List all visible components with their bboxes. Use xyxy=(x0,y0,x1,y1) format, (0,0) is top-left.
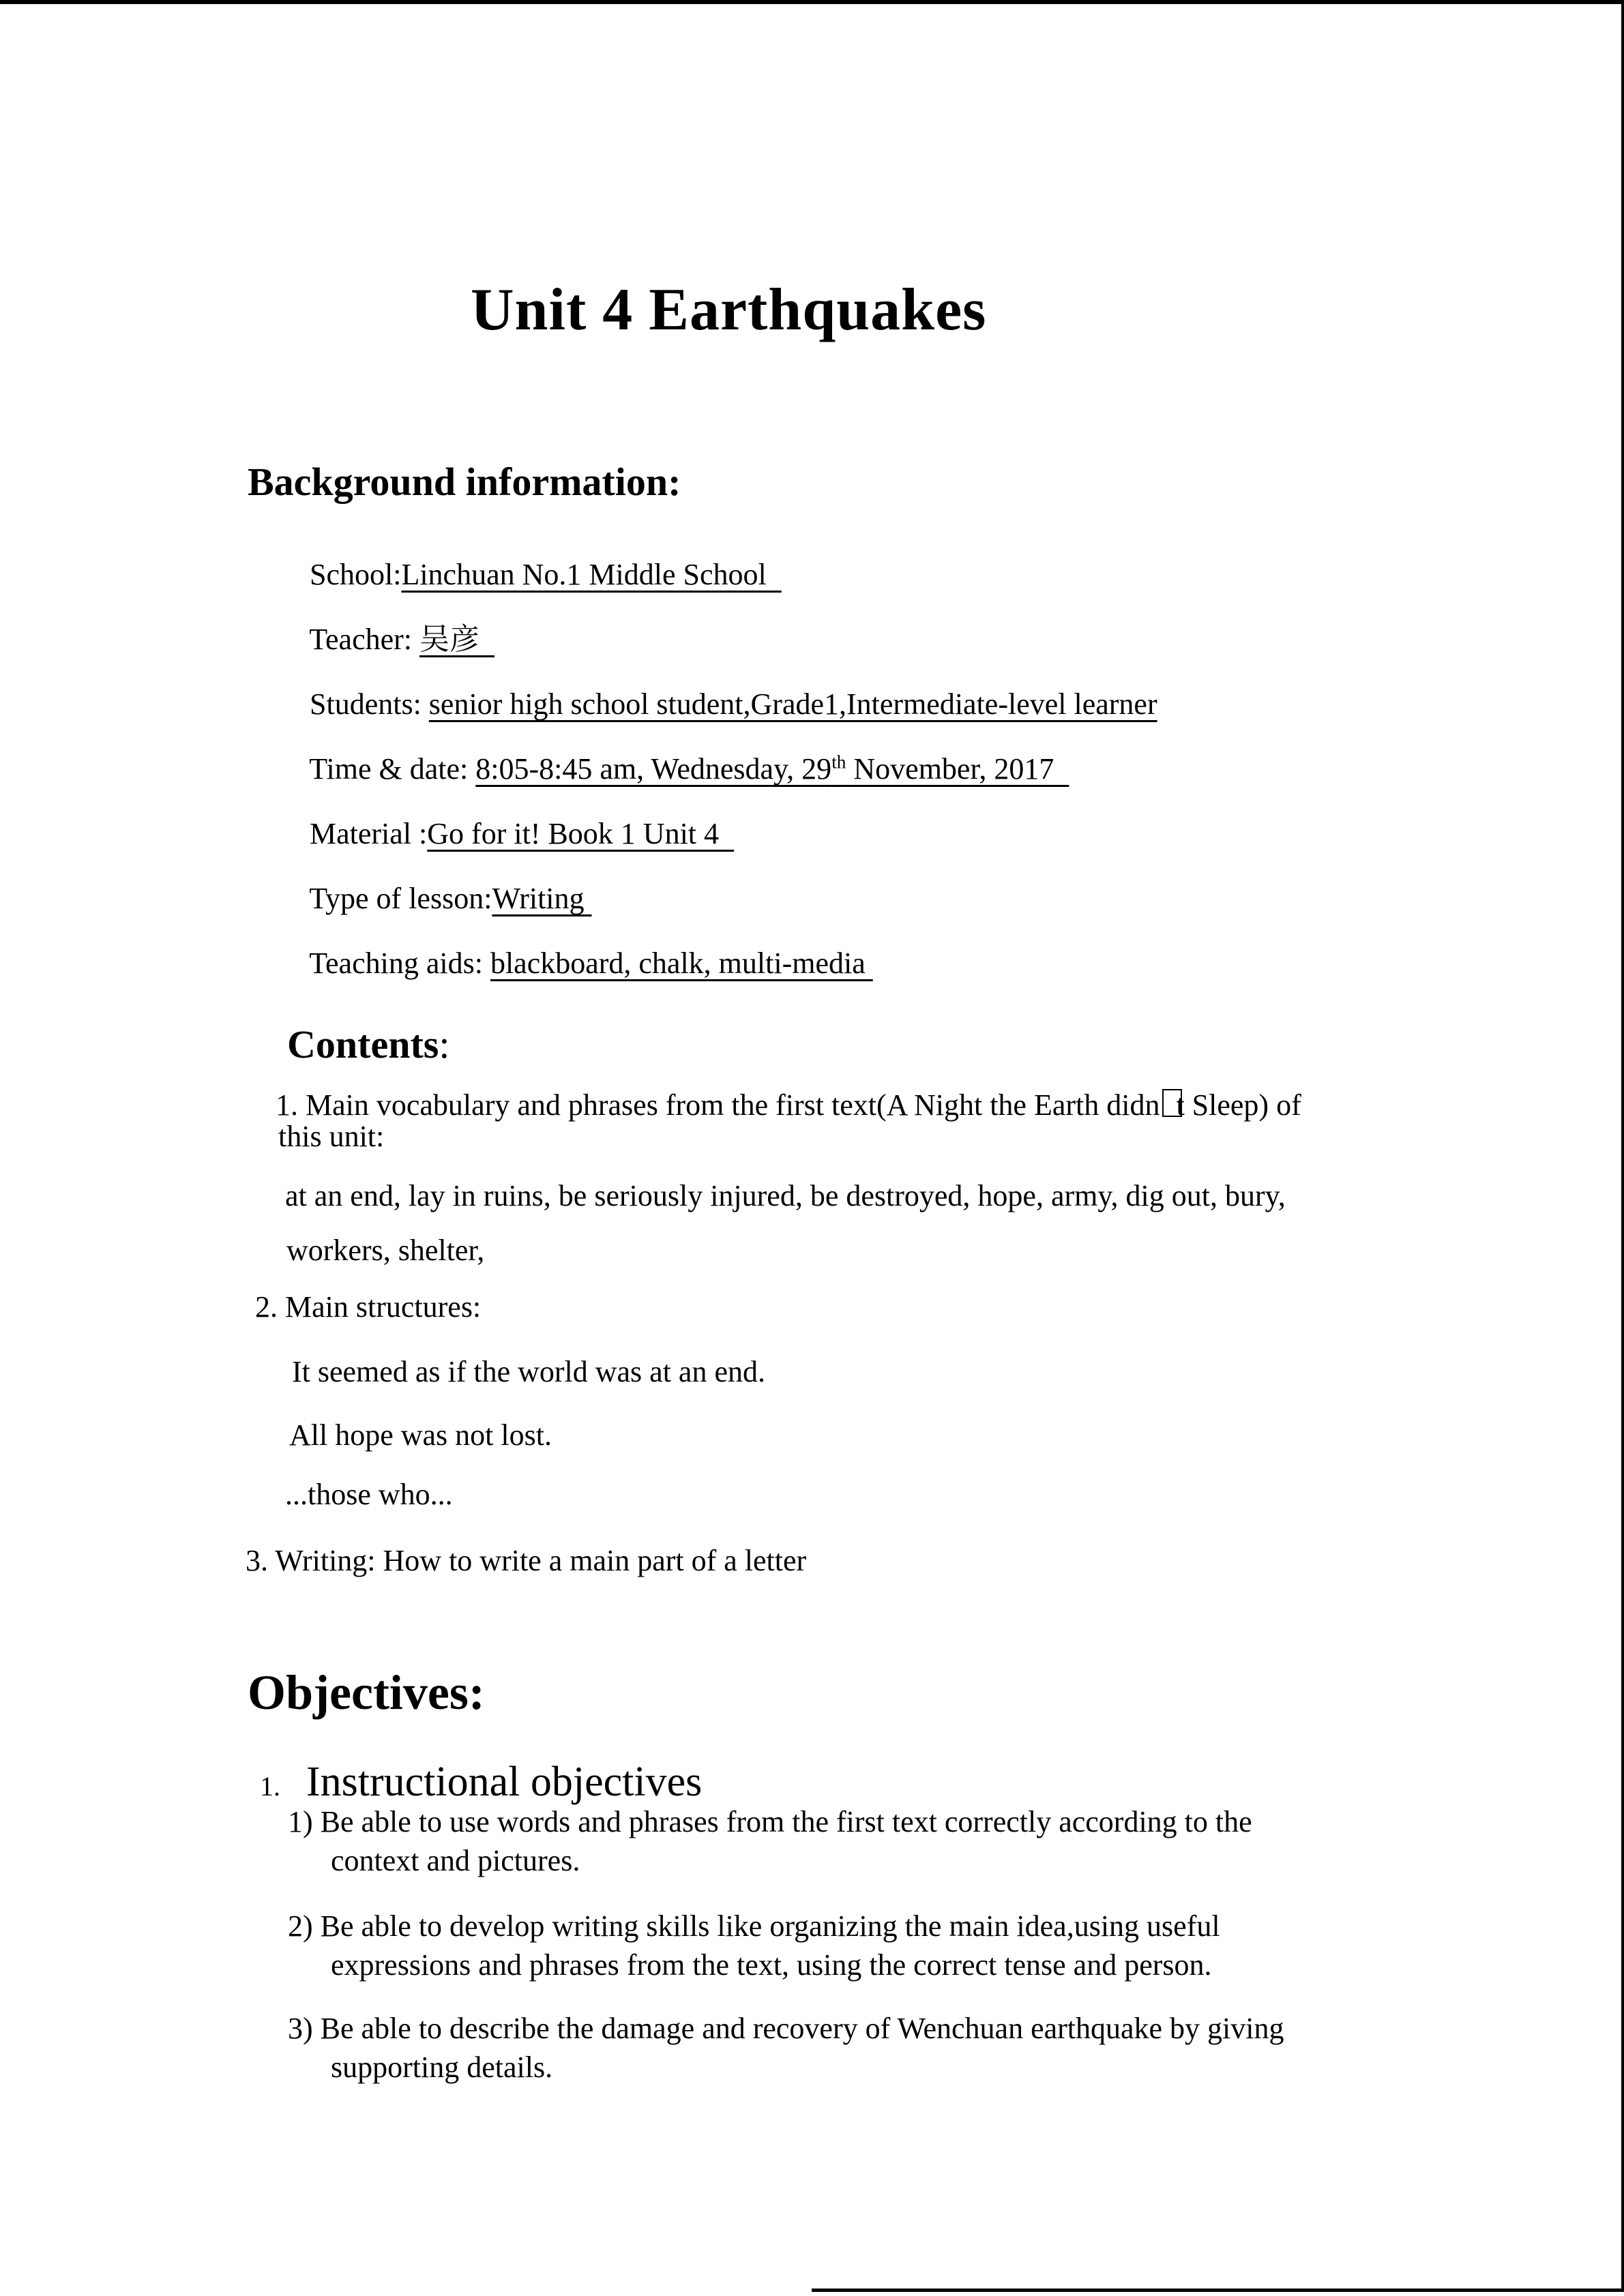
contents-line: ...those who... xyxy=(285,1478,453,1511)
contents-heading-colon: : xyxy=(439,1022,450,1067)
field-time-date-label: Time & date: xyxy=(309,752,476,786)
contents-line: 2. Main structures: xyxy=(255,1290,482,1324)
field-students-label: Students: xyxy=(310,687,429,721)
contents-line: this unit: xyxy=(278,1120,385,1153)
field-time-date-value-pre: 8:05-8:45 am, Wednesday, 29 xyxy=(475,752,832,786)
objective-item-line: context and pictures. xyxy=(331,1844,580,1877)
field-teaching-aids-label: Teaching aids: xyxy=(309,946,490,981)
contents-line: All hope was not lost. xyxy=(289,1418,552,1452)
field-students-value: senior high school student,Grade1,Intermediate-level learner xyxy=(428,687,1157,721)
contents-line-vocab xyxy=(246,1055,1301,1156)
field-school-value: Linchuan No.1 Middle School xyxy=(401,558,782,592)
contents-line-vocab-post: t Sleep) of xyxy=(1176,1088,1301,1122)
contents-line: It seemed as if the world was at an end. xyxy=(292,1355,765,1388)
objective-item-line: 1) Be able to use words and phrases from the first text correctly according to the xyxy=(288,1805,1252,1838)
page-right-edge xyxy=(1621,0,1624,2291)
document-title: Unit 4 Earthquakes xyxy=(471,277,987,343)
contents-heading-text: Contents xyxy=(287,1022,439,1067)
subheading-number: 1. xyxy=(260,1770,280,1802)
field-teacher-value: 吴彦 xyxy=(419,623,495,657)
contents-line-vocab-pre: 1. Main vocabulary and phrases from the first text(A Night the Earth didn xyxy=(276,1088,1160,1122)
objective-item-line: supporting details. xyxy=(331,2051,553,2084)
field-teacher-label: Teacher: xyxy=(309,623,420,657)
field-time-date-value-post: November, 2017 xyxy=(846,752,1069,786)
field-lesson-type-value: Writing xyxy=(492,882,592,916)
page-bottom-edge xyxy=(812,2288,1624,2292)
field-material-value: Go for it! Book 1 Unit 4 xyxy=(427,817,735,851)
field-teaching-aids-value: blackboard, chalk, multi-media xyxy=(490,946,873,981)
field-lesson-type-label: Type of lesson: xyxy=(309,882,492,916)
objective-item-line: 2) Be able to develop writing skills like organizing the main idea,using useful xyxy=(288,1909,1220,1943)
objective-item-line: 3) Be able to describe the damage and recovery of Wenchuan earthquake by giving xyxy=(288,2012,1284,2045)
background-heading: Background information: xyxy=(248,460,681,504)
field-time-date-value xyxy=(475,752,1069,786)
page-top-edge xyxy=(0,0,1624,4)
field-material-label: Material : xyxy=(310,817,428,851)
subheading-text: Instructional objectives xyxy=(306,1758,703,1805)
field-school-label: School: xyxy=(310,558,402,592)
contents-line: at an end, lay in ruins, be seriously injured, be destroyed, hope, army, dig out, bury, xyxy=(285,1179,1286,1212)
ordinal-superscript: th xyxy=(831,751,846,773)
objective-item-line: expressions and phrases from the text, using the correct tense and person. xyxy=(331,1948,1212,1982)
contents-line: 3. Writing: How to write a main part of a letter xyxy=(246,1544,807,1577)
objectives-heading: Objectives: xyxy=(248,1665,485,1720)
contents-line: workers, shelter, xyxy=(286,1234,485,1267)
